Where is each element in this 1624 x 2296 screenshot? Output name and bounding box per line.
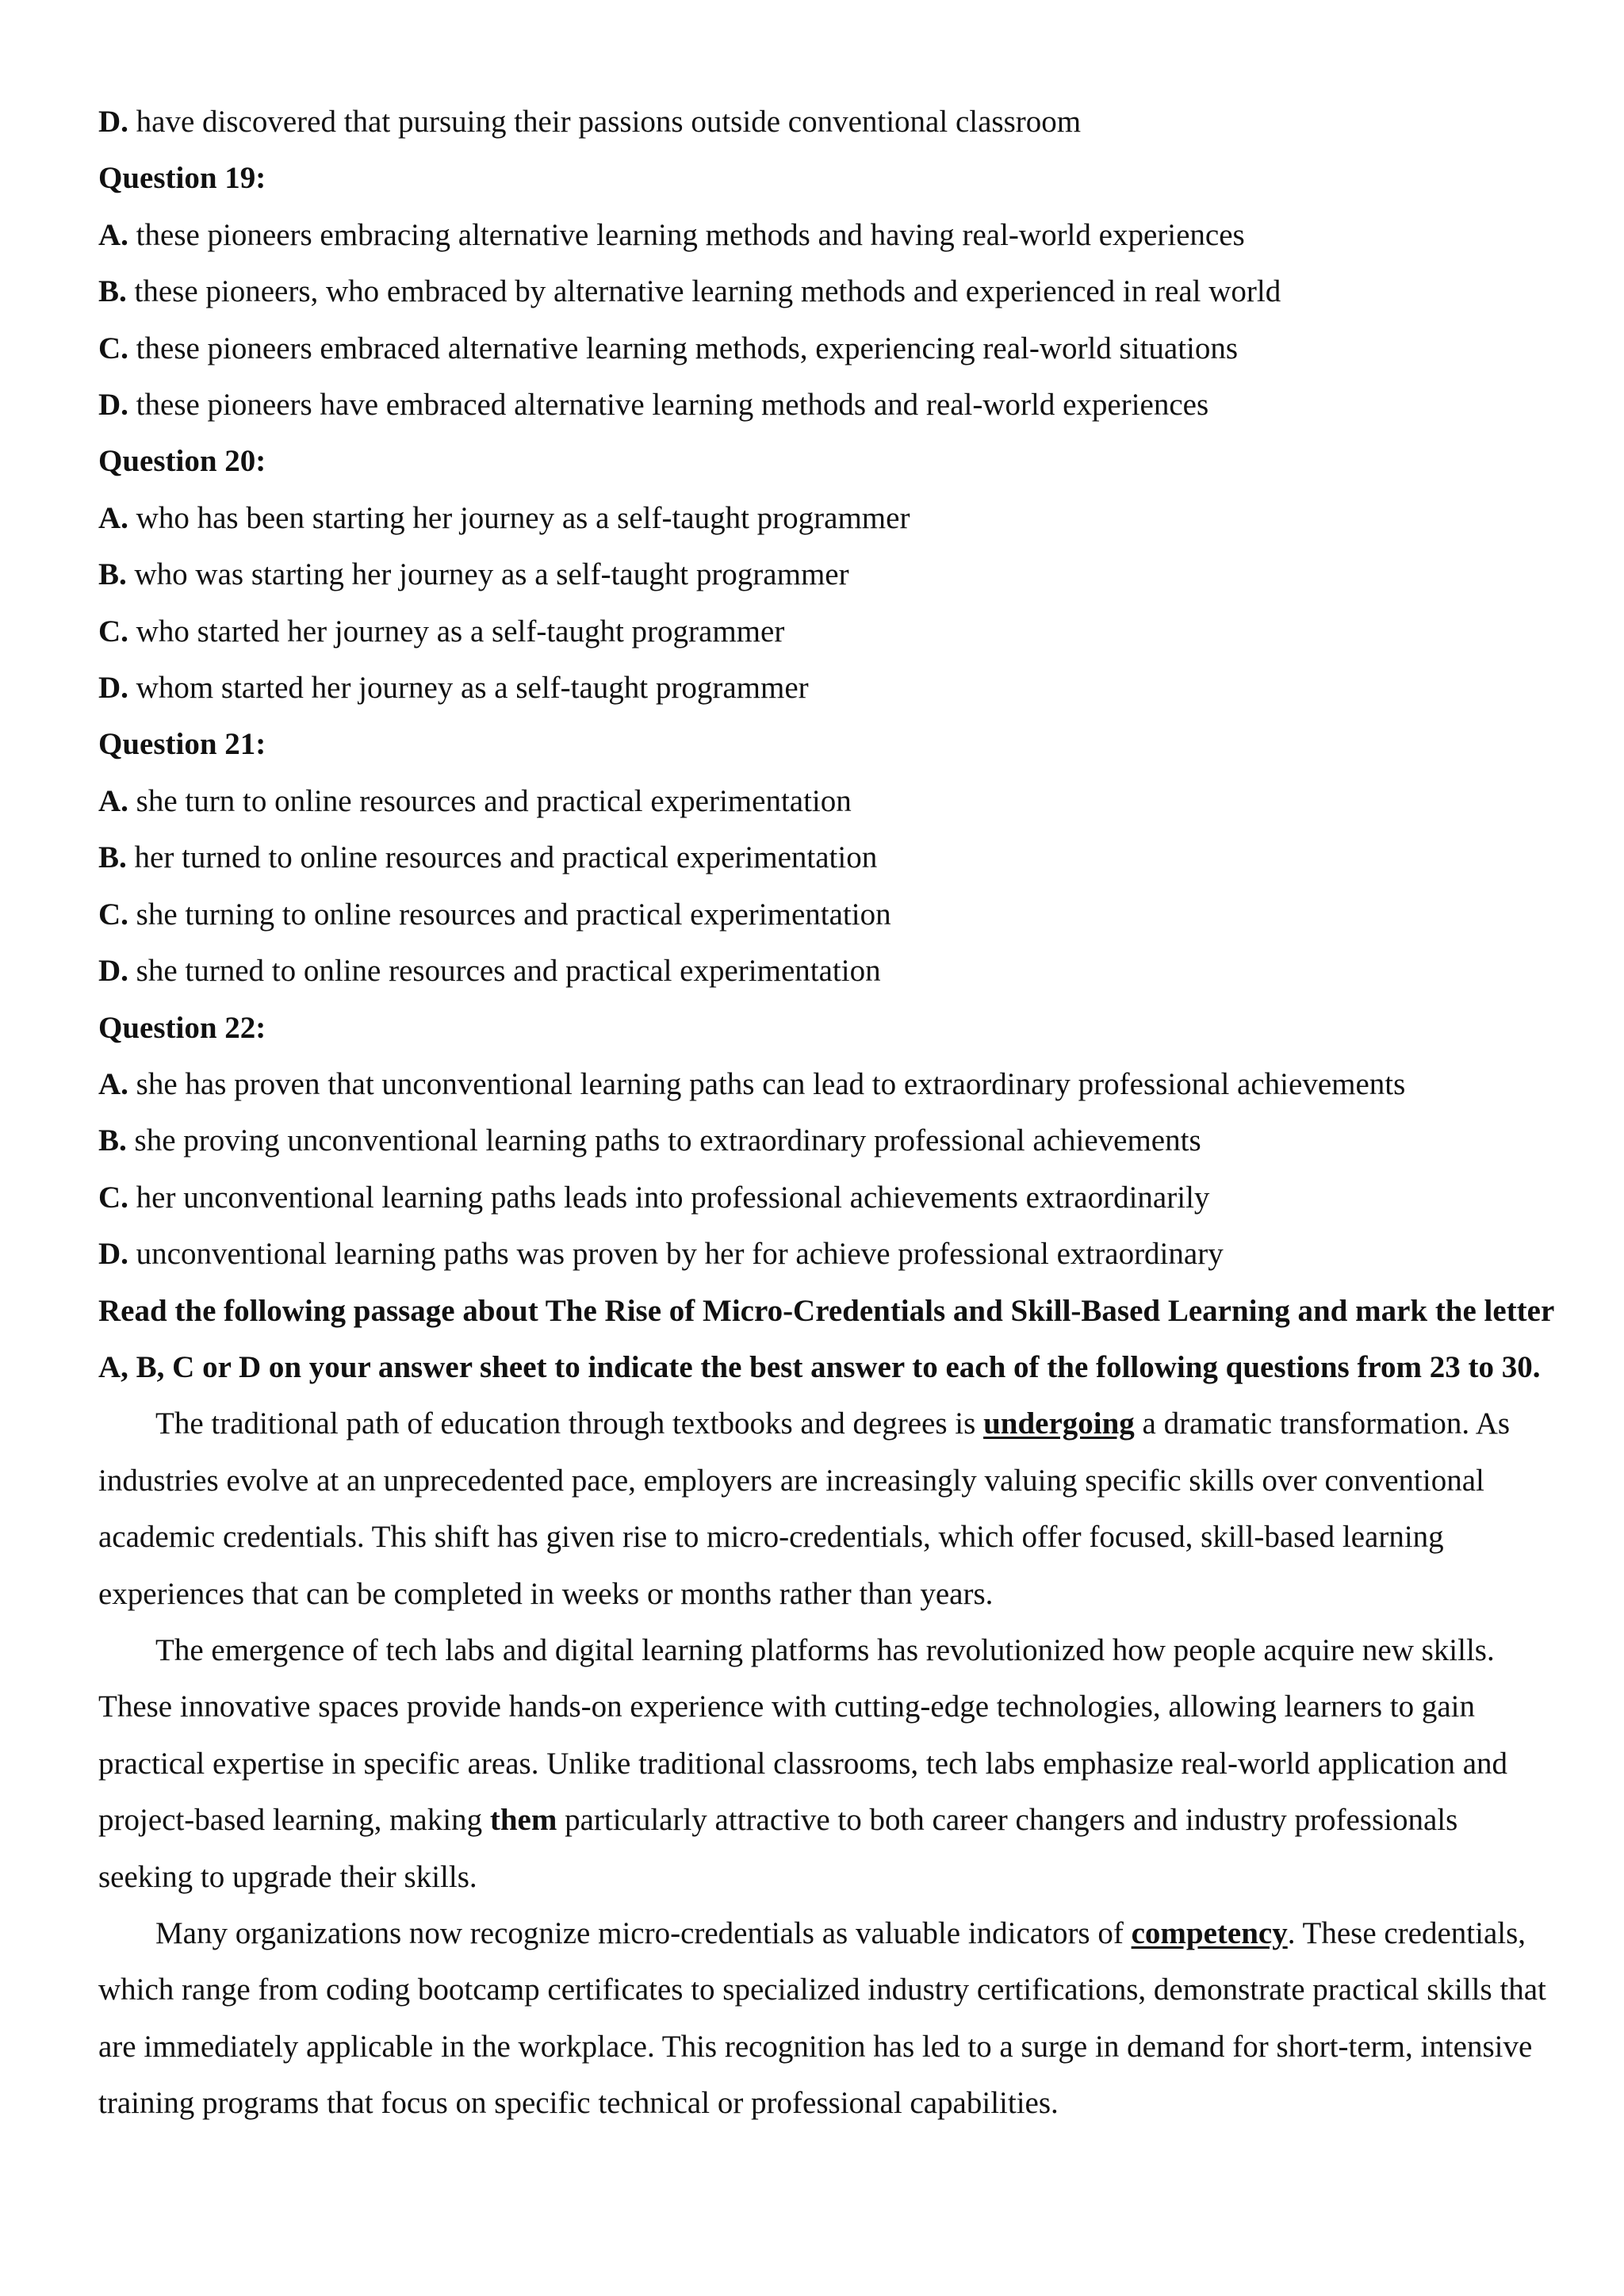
option-text: she turned to online resources and practical experimentation — [136, 954, 881, 989]
passage-text: Many organizations now recognize micro-credentials as valuable indicators of — [155, 1916, 1132, 1950]
question-22-option-c — [98, 1169, 1557, 1226]
option-letter: B. — [98, 274, 127, 309]
option-letter: D. — [98, 671, 128, 706]
question-21-option-a — [98, 773, 1557, 829]
passage-text: The traditional path of education through textbooks and degrees is — [155, 1406, 984, 1441]
passage-text: particularly attractive to both career changers and industry professionals seeking to upgrade their skills. — [98, 1803, 1458, 1894]
question-20-option-b — [98, 546, 1557, 603]
option-text: her turned to online resources and practical experimentation — [134, 840, 878, 875]
passage-text: a dramatic transformation. As industries evolve at an unprecedented pace, employers are increasingly valuing specific skills over conventional academic credentials. This shift has given rise to micro-credentials, which offer focused, skill-based learning experiences that can be completed in weeks or months rather than years. — [98, 1406, 1511, 1611]
option-text: have discovered that pursuing their passions outside conventional classroom — [136, 105, 1082, 139]
option-letter: C. — [98, 1180, 128, 1215]
question-20-title: Question 20: — [98, 444, 266, 479]
option-text: she proving unconventional learning paths to extraordinary professional achievements — [134, 1123, 1201, 1158]
option-line — [98, 94, 1557, 150]
passage-text: The emergence of tech labs and digital learning platforms has revolutionized how people acquire new skills. These innovative spaces provide hands-on experience with cutting-edge technologies, allowing learners to gain practical expertise in specific areas. Unlike traditional classrooms, tech labs emphasize real-world application and project-based learning, making — [98, 1632, 1508, 1838]
option-text: she turn to online resources and practical experimentation — [136, 783, 852, 818]
option-text: her unconventional learning paths leads into professional achievements extraordinarily — [136, 1180, 1210, 1215]
option-text: who started her journey as a self-taught programmer — [136, 614, 785, 649]
option-letter: A. — [98, 217, 128, 252]
question-19-title: Question 19: — [98, 161, 266, 196]
option-letter: A. — [98, 1066, 128, 1101]
question-20-option-a — [98, 490, 1557, 546]
exam-page — [98, 94, 1557, 2132]
option-letter: B. — [98, 557, 127, 592]
underlined-keyword: undergoing — [983, 1406, 1135, 1441]
option-letter: B. — [98, 840, 127, 875]
option-text: who has been starting her journey as a self-taught programmer — [136, 500, 910, 535]
question-21-option-b — [98, 829, 1557, 886]
option-text: who was starting her journey as a self-taught programmer — [134, 557, 849, 592]
passage-paragraph-3 — [98, 1905, 1557, 2132]
option-letter: B. — [98, 1123, 127, 1158]
option-text: these pioneers, who embraced by alternative learning methods and experienced in real world — [134, 274, 1281, 309]
option-letter: C. — [98, 331, 128, 365]
passage-paragraph-2 — [98, 1622, 1557, 1905]
question-19-option-a — [98, 207, 1557, 263]
question-20-option-c — [98, 603, 1557, 660]
underlined-keyword: competency — [1131, 1916, 1288, 1950]
option-text: these pioneers have embraced alternative learning methods and real-world experiences — [136, 388, 1209, 423]
question-21-option-c — [98, 886, 1557, 943]
question-22-option-b — [98, 1112, 1557, 1169]
option-letter: A. — [98, 500, 128, 535]
passage-paragraph-1 — [98, 1395, 1557, 1622]
bold-reference-word: them — [489, 1803, 557, 1838]
question-22-option-a — [98, 1056, 1557, 1112]
question-21-title: Question 21: — [98, 727, 266, 762]
option-text: these pioneers embracing alternative learning methods and having real-world experiences — [136, 217, 1245, 252]
reading-instruction: Read the following passage about The Rise of Micro-Credentials and Skill-Based Learning and mark the letter A, B, C or D on your answer sheet to indicate the best answer to each of the following questions from 23 to 30. — [98, 1293, 1554, 1384]
option-letter: D. — [98, 105, 128, 139]
question-19-option-c — [98, 320, 1557, 377]
question-20-option-d — [98, 660, 1557, 716]
option-letter: D. — [98, 388, 128, 423]
question-22-option-d — [98, 1226, 1557, 1282]
passage-text: . These credentials, which range from coding bootcamp certificates to specialized industry certifications, demonstrate practical skills that are immediately applicable in the workplace. This recognition has led to a surge in demand for short-term, intensive training programs that focus on specific technical or professional capabilities. — [98, 1916, 1546, 2121]
option-text: she has proven that unconventional learning paths can lead to extraordinary professional achievements — [136, 1066, 1406, 1101]
option-letter: C. — [98, 614, 128, 649]
option-letter: D. — [98, 1237, 128, 1272]
option-text: these pioneers embraced alternative learning methods, experiencing real-world situations — [136, 331, 1239, 365]
question-19-option-d — [98, 377, 1557, 433]
question-22-title: Question 22: — [98, 1010, 266, 1045]
option-letter: A. — [98, 783, 128, 818]
option-text: she turning to online resources and practical experimentation — [136, 897, 891, 932]
option-text: whom started her journey as a self-taught programmer — [136, 671, 809, 706]
question-19-option-b — [98, 263, 1557, 320]
option-letter: D. — [98, 954, 128, 989]
question-21-option-d — [98, 943, 1557, 999]
option-text: unconventional learning paths was proven by her for achieve professional extraordinary — [136, 1237, 1224, 1272]
option-letter: C. — [98, 897, 128, 932]
